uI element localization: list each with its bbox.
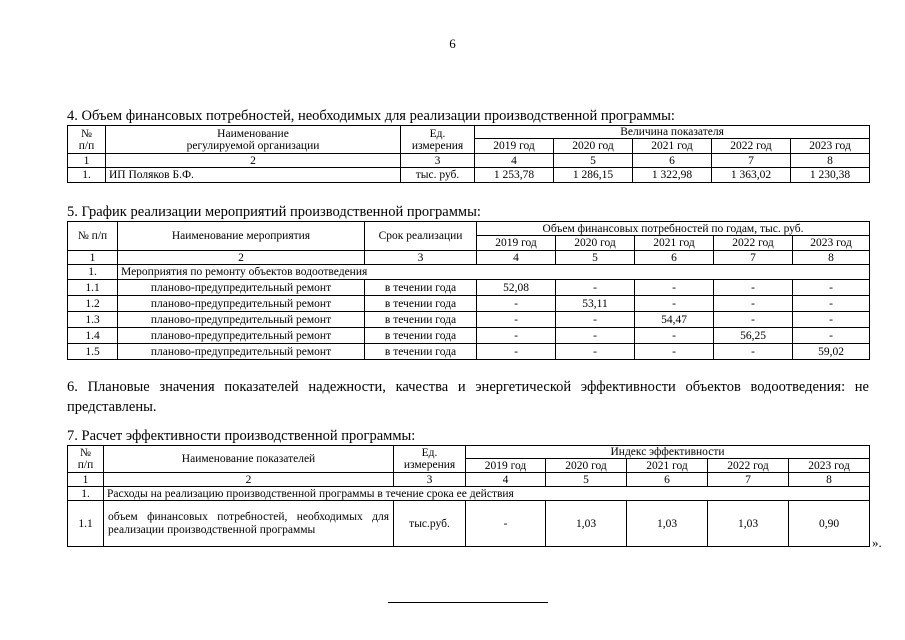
value-cell: 1 322,98 <box>633 168 712 183</box>
header-year: 2020 год <box>554 139 633 154</box>
column-number: 7 <box>712 154 791 168</box>
row-num: 1. <box>68 168 106 183</box>
column-number: 4 <box>477 251 556 265</box>
group-row <box>68 265 870 280</box>
section-4-table <box>67 125 870 183</box>
activity-name: планово-предупредительный ремонт <box>118 344 365 360</box>
table-row <box>68 296 870 312</box>
header-num: № п/п <box>68 126 106 154</box>
column-number: 5 <box>554 154 633 168</box>
value-cell: - <box>714 312 793 328</box>
header-value: Величина показателя <box>475 126 870 139</box>
row-num: 1.5 <box>68 344 118 360</box>
activity-name: планово-предупредительный ремонт <box>118 328 365 344</box>
value-cell: - <box>556 280 635 296</box>
value-cell: - <box>556 312 635 328</box>
value-cell: - <box>793 328 870 344</box>
value-cell: - <box>714 296 793 312</box>
column-number: 7 <box>708 473 789 487</box>
row-num: 1.1 <box>68 280 118 296</box>
term: в течении года <box>365 344 477 360</box>
header-year: 2019 год <box>477 236 556 251</box>
header-year: 2022 год <box>708 459 789 473</box>
row-num: 1. <box>68 265 118 280</box>
column-number: 3 <box>394 473 466 487</box>
value-cell: - <box>477 344 556 360</box>
header-value: Объем финансовых потребностей по годам, тыс. руб. <box>477 222 870 236</box>
header-year: 2019 год <box>475 139 554 154</box>
term: в течении года <box>365 296 477 312</box>
footnote-divider <box>388 602 548 603</box>
term: в течении года <box>365 280 477 296</box>
header-year: 2022 год <box>712 139 791 154</box>
section-7-table <box>67 445 870 547</box>
group-name: Расходы на реализацию производственной программы в течение срока ее действия <box>104 487 870 501</box>
column-number: 8 <box>793 251 870 265</box>
row-num: 1.1 <box>68 501 104 547</box>
header-year: 2020 год <box>556 236 635 251</box>
section-5-table <box>67 221 870 360</box>
group-name: Мероприятия по ремонту объектов водоотведения <box>118 265 870 280</box>
column-number: 3 <box>365 251 477 265</box>
value-cell: 54,47 <box>635 312 714 328</box>
column-number: 5 <box>556 251 635 265</box>
value-cell: - <box>793 280 870 296</box>
value-cell: 1 286,15 <box>554 168 633 183</box>
value-cell: - <box>635 344 714 360</box>
header-num: № п/п <box>68 222 118 251</box>
header-unit: Ед. измерения <box>401 126 475 154</box>
header-activity-name: Наименование мероприятия <box>118 222 365 251</box>
header-value: Индекс эффективности <box>466 446 870 459</box>
value-cell: 1,03 <box>546 501 627 547</box>
table-row <box>68 280 870 296</box>
value-cell: - <box>477 296 556 312</box>
column-number: 5 <box>546 473 627 487</box>
header-year: 2021 год <box>635 236 714 251</box>
column-number: 4 <box>475 154 554 168</box>
header-year: 2023 год <box>791 139 870 154</box>
header-year: 2023 год <box>793 236 870 251</box>
value-cell: 56,25 <box>714 328 793 344</box>
value-cell: 59,02 <box>793 344 870 360</box>
value-cell: - <box>556 328 635 344</box>
value-cell: - <box>793 296 870 312</box>
section-7-title: 7. Расчет эффективности производственной программы: <box>67 428 416 444</box>
column-number: 2 <box>118 251 365 265</box>
table-row <box>68 501 870 547</box>
column-number: 2 <box>104 473 394 487</box>
header-year: 2023 год <box>789 459 870 473</box>
header-indicator-name: Наименование показателей <box>104 446 394 473</box>
term: в течении года <box>365 312 477 328</box>
header-year: 2022 год <box>714 236 793 251</box>
table-row <box>68 344 870 360</box>
column-number: 6 <box>633 154 712 168</box>
header-num: № п/п <box>68 446 104 473</box>
row-num: 1.3 <box>68 312 118 328</box>
value-cell: - <box>635 280 714 296</box>
value-cell: 1 230,38 <box>791 168 870 183</box>
column-number: 2 <box>106 154 401 168</box>
column-number: 6 <box>635 251 714 265</box>
value-cell: - <box>635 296 714 312</box>
table-row <box>68 312 870 328</box>
column-number: 1 <box>68 473 104 487</box>
unit: тыс. руб. <box>401 168 475 183</box>
value-cell: - <box>714 344 793 360</box>
activity-name: планово-предупредительный ремонт <box>118 312 365 328</box>
column-number: 1 <box>68 154 106 168</box>
table-row <box>68 168 870 183</box>
column-number: 7 <box>714 251 793 265</box>
header-year: 2019 год <box>466 459 546 473</box>
term: в течении года <box>365 328 477 344</box>
value-cell: - <box>556 344 635 360</box>
value-cell: - <box>477 328 556 344</box>
indicator-name: объем финансовых потребностей, необходимых для реализации производственной программы <box>104 501 394 547</box>
column-number: 6 <box>627 473 708 487</box>
header-year: 2021 год <box>627 459 708 473</box>
activity-name: планово-предупредительный ремонт <box>118 296 365 312</box>
section-4-title: 4. Объем финансовых потребностей, необходимых для реализации производственной программы: <box>67 108 675 124</box>
value-cell: 1,03 <box>627 501 708 547</box>
header-year: 2021 год <box>633 139 712 154</box>
table-row <box>68 328 870 344</box>
column-number: 8 <box>789 473 870 487</box>
row-num: 1.2 <box>68 296 118 312</box>
group-row <box>68 487 870 501</box>
value-cell: - <box>635 328 714 344</box>
page-number: 6 <box>449 36 456 51</box>
row-num: 1. <box>68 487 104 501</box>
header-term: Срок реализации <box>365 222 477 251</box>
value-cell: 53,11 <box>556 296 635 312</box>
header-org-name: Наименование регулируемой организации <box>106 126 401 154</box>
section-5-title: 5. График реализации мероприятий производственной программы: <box>67 204 481 220</box>
value-cell: 52,08 <box>477 280 556 296</box>
value-cell: 0,90 <box>789 501 870 547</box>
value-cell: 1 253,78 <box>475 168 554 183</box>
unit: тыс.руб. <box>394 501 466 547</box>
org-name: ИП Поляков Б.Ф. <box>106 168 401 183</box>
column-number: 8 <box>791 154 870 168</box>
activity-name: планово-предупредительный ремонт <box>118 280 365 296</box>
value-cell: 1 363,02 <box>712 168 791 183</box>
closing-quote: ». <box>872 535 882 550</box>
header-unit: Ед. измерения <box>394 446 466 473</box>
value-cell: 1,03 <box>708 501 789 547</box>
column-number: 4 <box>466 473 546 487</box>
column-number: 3 <box>401 154 475 168</box>
header-year: 2020 год <box>546 459 627 473</box>
row-num: 1.4 <box>68 328 118 344</box>
section-6-text: 6. Плановые значения показателей надежности, качества и энергетической эффективности объектов водоотведения: не представлены. <box>67 379 869 415</box>
value-cell: - <box>714 280 793 296</box>
value-cell: - <box>477 312 556 328</box>
column-number: 1 <box>68 251 118 265</box>
value-cell: - <box>466 501 546 547</box>
value-cell: - <box>793 312 870 328</box>
